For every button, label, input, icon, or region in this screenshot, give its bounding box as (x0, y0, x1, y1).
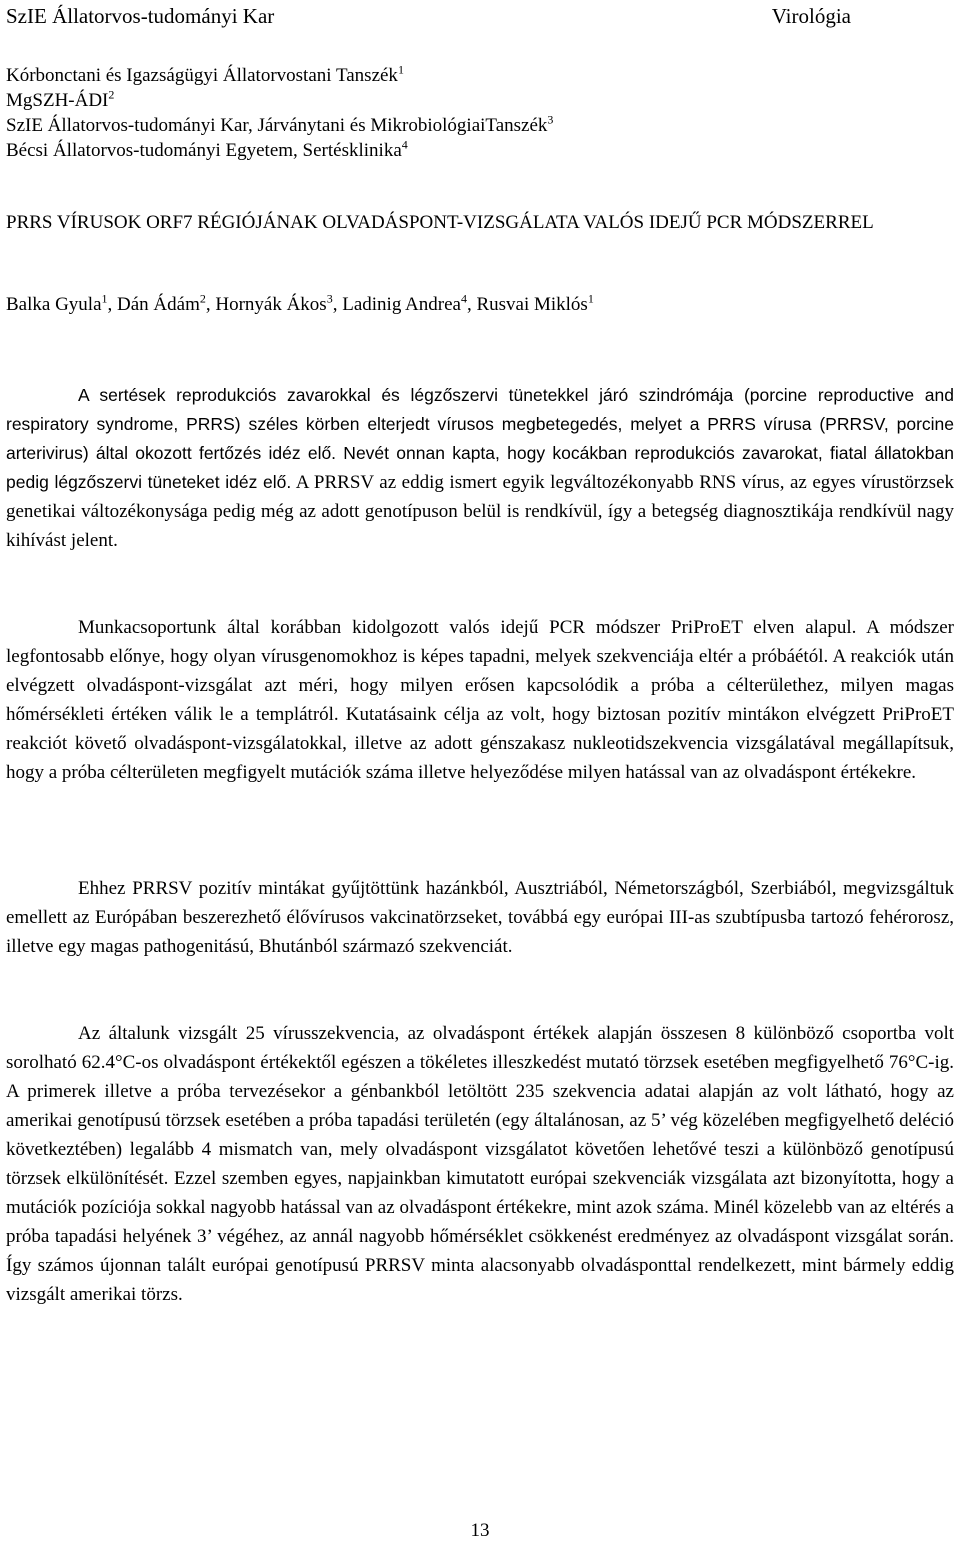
affiliation-3: SzIE Állatorvos-tudományi Kar, Járványtani és MikrobiológiaiTanszék$^3$ (6, 112, 554, 136)
running-header-institution: SzIE Állatorvos-tudományi Kar (6, 4, 275, 28)
page-number: 13 (470, 1520, 490, 1541)
affiliation-1: Kórbonctani és Igazságügyi Állatorvostani Tanszék$^1$ (6, 62, 404, 86)
abstract-paragraph-3: Ehhez PRRSV pozitív mintákat gyűjtöttünk hazánkból, Ausztriából, Németországból, Szerbiából, megvizsgáltuk emellett az Európában beszerezhető élővírusos vakcinatörzseket, továbbá egy európai III-as szubtípusba tartozó fehérorosz, illetve egy magas pathogenitású, Bhutánból származó szekvenciát. (6, 878, 954, 957)
author-name: Ladinig Andrea (342, 294, 461, 315)
author-name: Balka Gyula (6, 294, 102, 315)
article-title: PRRS VÍRUSOK ORF7 RÉGIÓJÁNAK OLVADÁSPONT-VIZSGÁLATA VALÓS IDEJŰ PCR MÓDSZERREL (6, 212, 874, 233)
abstract-paragraph-2: Munkacsoportunk által korábban kidolgozott valós idejű PCR módszer PriProET elven alapul. A módszer legfontosabb előnye, hogy olyan vírusgenomokhoz is képes tapadni, melyek szekvenciája eltér a próbáétól. A reakciók után elvégzett olvadáspont-vizsgálat azt méri, hogy milyen erősen kapcsolódik a próba a célterülethez, milyen magas hőmérsékleti értéken válik le a templátról. Kutatásaink célja az volt, hogy biztosan pozitív mintákon elvégzett PriProET reakciót követő olvadáspont-vizsgálatokkal, illetve az adott génszakasz nukleotidszekvencia vizsgálatával megállapítsuk, hogy a próba célterületen megfigyelt mutációk száma illetve helyeződése milyen hatással van az olvadáspont értékekre. (6, 617, 954, 783)
author-name: Dán Ádám (117, 294, 200, 315)
abstract-paragraph-1: A sertések reprodukciós zavarokkal és légzőszervi tünetekkel járó szindrómája (porcine reproductive and respiratory syndrome, PRRS) széles körben elterjedt vírusos megbetegedés, melyet a PRRS vírusa (PRRSV, porcine arterivirus) által okozott fertőzés idéz elő. Nevét onnan kapta, hogy kocákban reprodukciós zavarokat, fiatal állatokban pedig légzőszervi tüneteket idéz elő. A PRRSV az eddig ismert egyik legváltozékonyabb RNS vírus, az egyes vírustörzsek genetikai változékonysága pedig még az adott genotípuson belül is rendkívül, így a betegség diagnosztikája rendkívül nagy kihívást jelent. (6, 385, 955, 551)
affiliation-2: MgSZH-ÁDI$^2$ (6, 87, 115, 111)
author-list: Balka Gyula$^1$, Dán Ádám$^2$, Hornyák Ákos$^3$, Ladinig Andrea$^4$, Rusvai Miklós$^1$ (6, 291, 594, 315)
author-name: Hornyák Ákos (215, 294, 327, 315)
abstract-paragraph-4: Az általunk vizsgált 25 vírusszekvencia, az olvadáspont értékek alapján összesen 8 különböző csoportba volt sorolható 62.4°C-os olvadáspont értékektől egészen a tökéletes illeszkedést mutató törzsek esetében megfigyelhető 76°C-ig. A primerek illetve a próba tervezésekor a génbankból letöltött 235 szekvencia adatai alapján az volt látható, hogy az amerikai genotípusú törzsek esetében a próba tapadási területén (egy általánosan, az 5’ vég közelében megfigyelhető deléció következtében) legalább 4 mismatch van, mely olvadáspont vizsgálatot követően lehetővé teszi a különböző genotípusú törzsek elkülönítését. Ezzel szemben egyes, napjainkban kimutatott európai szekvenciák vizsgálata azt bizonyította, hogy a mutációk pozíciója sokkal nagyobb hatással van az olvadáspont értékekre, mint azok száma. Minél közelebb van az eltérés a próba tapadási helyének 3’ végéhez, az annál nagyobb hőmérséklet csökkenést eredményez az olvadáspont vizsgálat során. Így számos újonnan talált európai genotípusú PRRSV minta alacsonyabb olvadásponttal rendelkezett, mint bármely eddig vizsgált amerikai törzs. (6, 1023, 954, 1305)
affiliation-4: Bécsi Állatorvos-tudományi Egyetem, Sertésklinika$^4$ (6, 137, 408, 161)
running-header-subject: Virológia (771, 4, 851, 28)
author-name: Rusvai Miklós (476, 294, 588, 315)
